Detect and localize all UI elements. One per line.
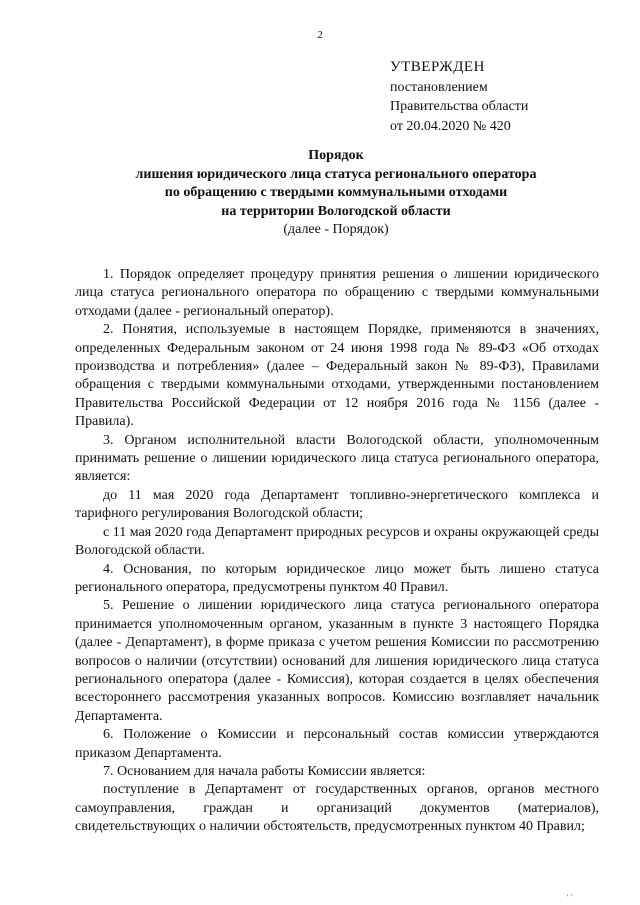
approval-date: от 20.04.2020 № 420 xyxy=(390,118,511,134)
paragraph: 1. Порядок определяет процедуру принятия решения о лишении юридического лица статуса регионального оператора по обращению с твердыми коммунальными отходами (далее - региональный оператор). xyxy=(75,267,599,319)
document-body xyxy=(75,266,599,837)
title-heading: Порядок xyxy=(308,148,364,163)
title-abbreviation: (далее - Порядок) xyxy=(283,222,389,237)
document-title xyxy=(80,147,592,240)
paragraph: 6. Положение о Комиссии и персональный состав комиссии утверждаются приказом Департамента. xyxy=(75,727,599,761)
paragraph: с 11 мая 2020 года Департамент природных ресурсов и охраны окружающей среды Вологодской области. xyxy=(75,524,599,559)
paragraph: 2. Понятия, используемые в настоящем Порядке, применяются в значениях, определенных Федеральным законом от 24 июня 1998 года № 89-ФЗ «Об отходах производства и потребления» (далее – Федеральный закон № 89-ФЗ), Правилами обращения с твердыми коммунальными отходами, утвержденными постановлением Правительства Российской Федерации от 12 ноября 2016 года № 1156 (далее - Правила). xyxy=(75,322,599,430)
paragraph: 3. Органом исполнительной власти Вологодской области, уполномоченным принимать решение о лишении юридического лица статуса регионального оператора, является: xyxy=(75,432,599,485)
paragraph: поступление в Департамент от государственных органов, органов местного самоуправления, граждан и организаций документов (материалов), свидетельствующих о наличии обстоятельств, предусмотренных пунктом 40 Правил; xyxy=(75,782,599,835)
title-line: лишения юридического лица статуса регионального оператора xyxy=(135,166,537,182)
paragraph: до 11 мая 2020 года Департамент топливно-энергетического комплекса и тарифного регулирования Вологодской области; xyxy=(75,487,599,522)
paragraph: 4. Основания, по которым юридическое лицо может быть лишено статуса регионального оператора, предусмотрены пунктом 40 Правил. xyxy=(75,561,599,595)
paragraph: 5. Решение о лишении юридического лица статуса регионального оператора принимается уполномоченным органом, указанным в пункте 3 настоящего Порядка (далее - Департамент), в форме приказа с учетом решения Комиссии по рассмотрению вопросов о наличии (отсутствии) оснований для лишения юридического лица статуса регионального оператора (далее - Комиссия), которая создается в целях обеспечения всестороннего рассмотрения указанных вопросов. Комиссию возглавляет начальник Департамента. xyxy=(75,598,599,724)
page-number: 2 xyxy=(317,29,323,41)
approval-line: постановлением xyxy=(390,79,488,95)
approval-stamp xyxy=(390,58,528,136)
title-line: на территории Вологодской области xyxy=(221,203,451,219)
title-line: по обращению с твердыми коммунальными отходами xyxy=(164,185,508,200)
approval-heading: УТВЕРЖДЕН xyxy=(390,59,485,75)
approval-line: Правительства области xyxy=(390,99,529,114)
paragraph: 7. Основанием для начала работы Комиссии является: xyxy=(103,763,426,779)
scan-mark: ' ' xyxy=(567,893,572,902)
